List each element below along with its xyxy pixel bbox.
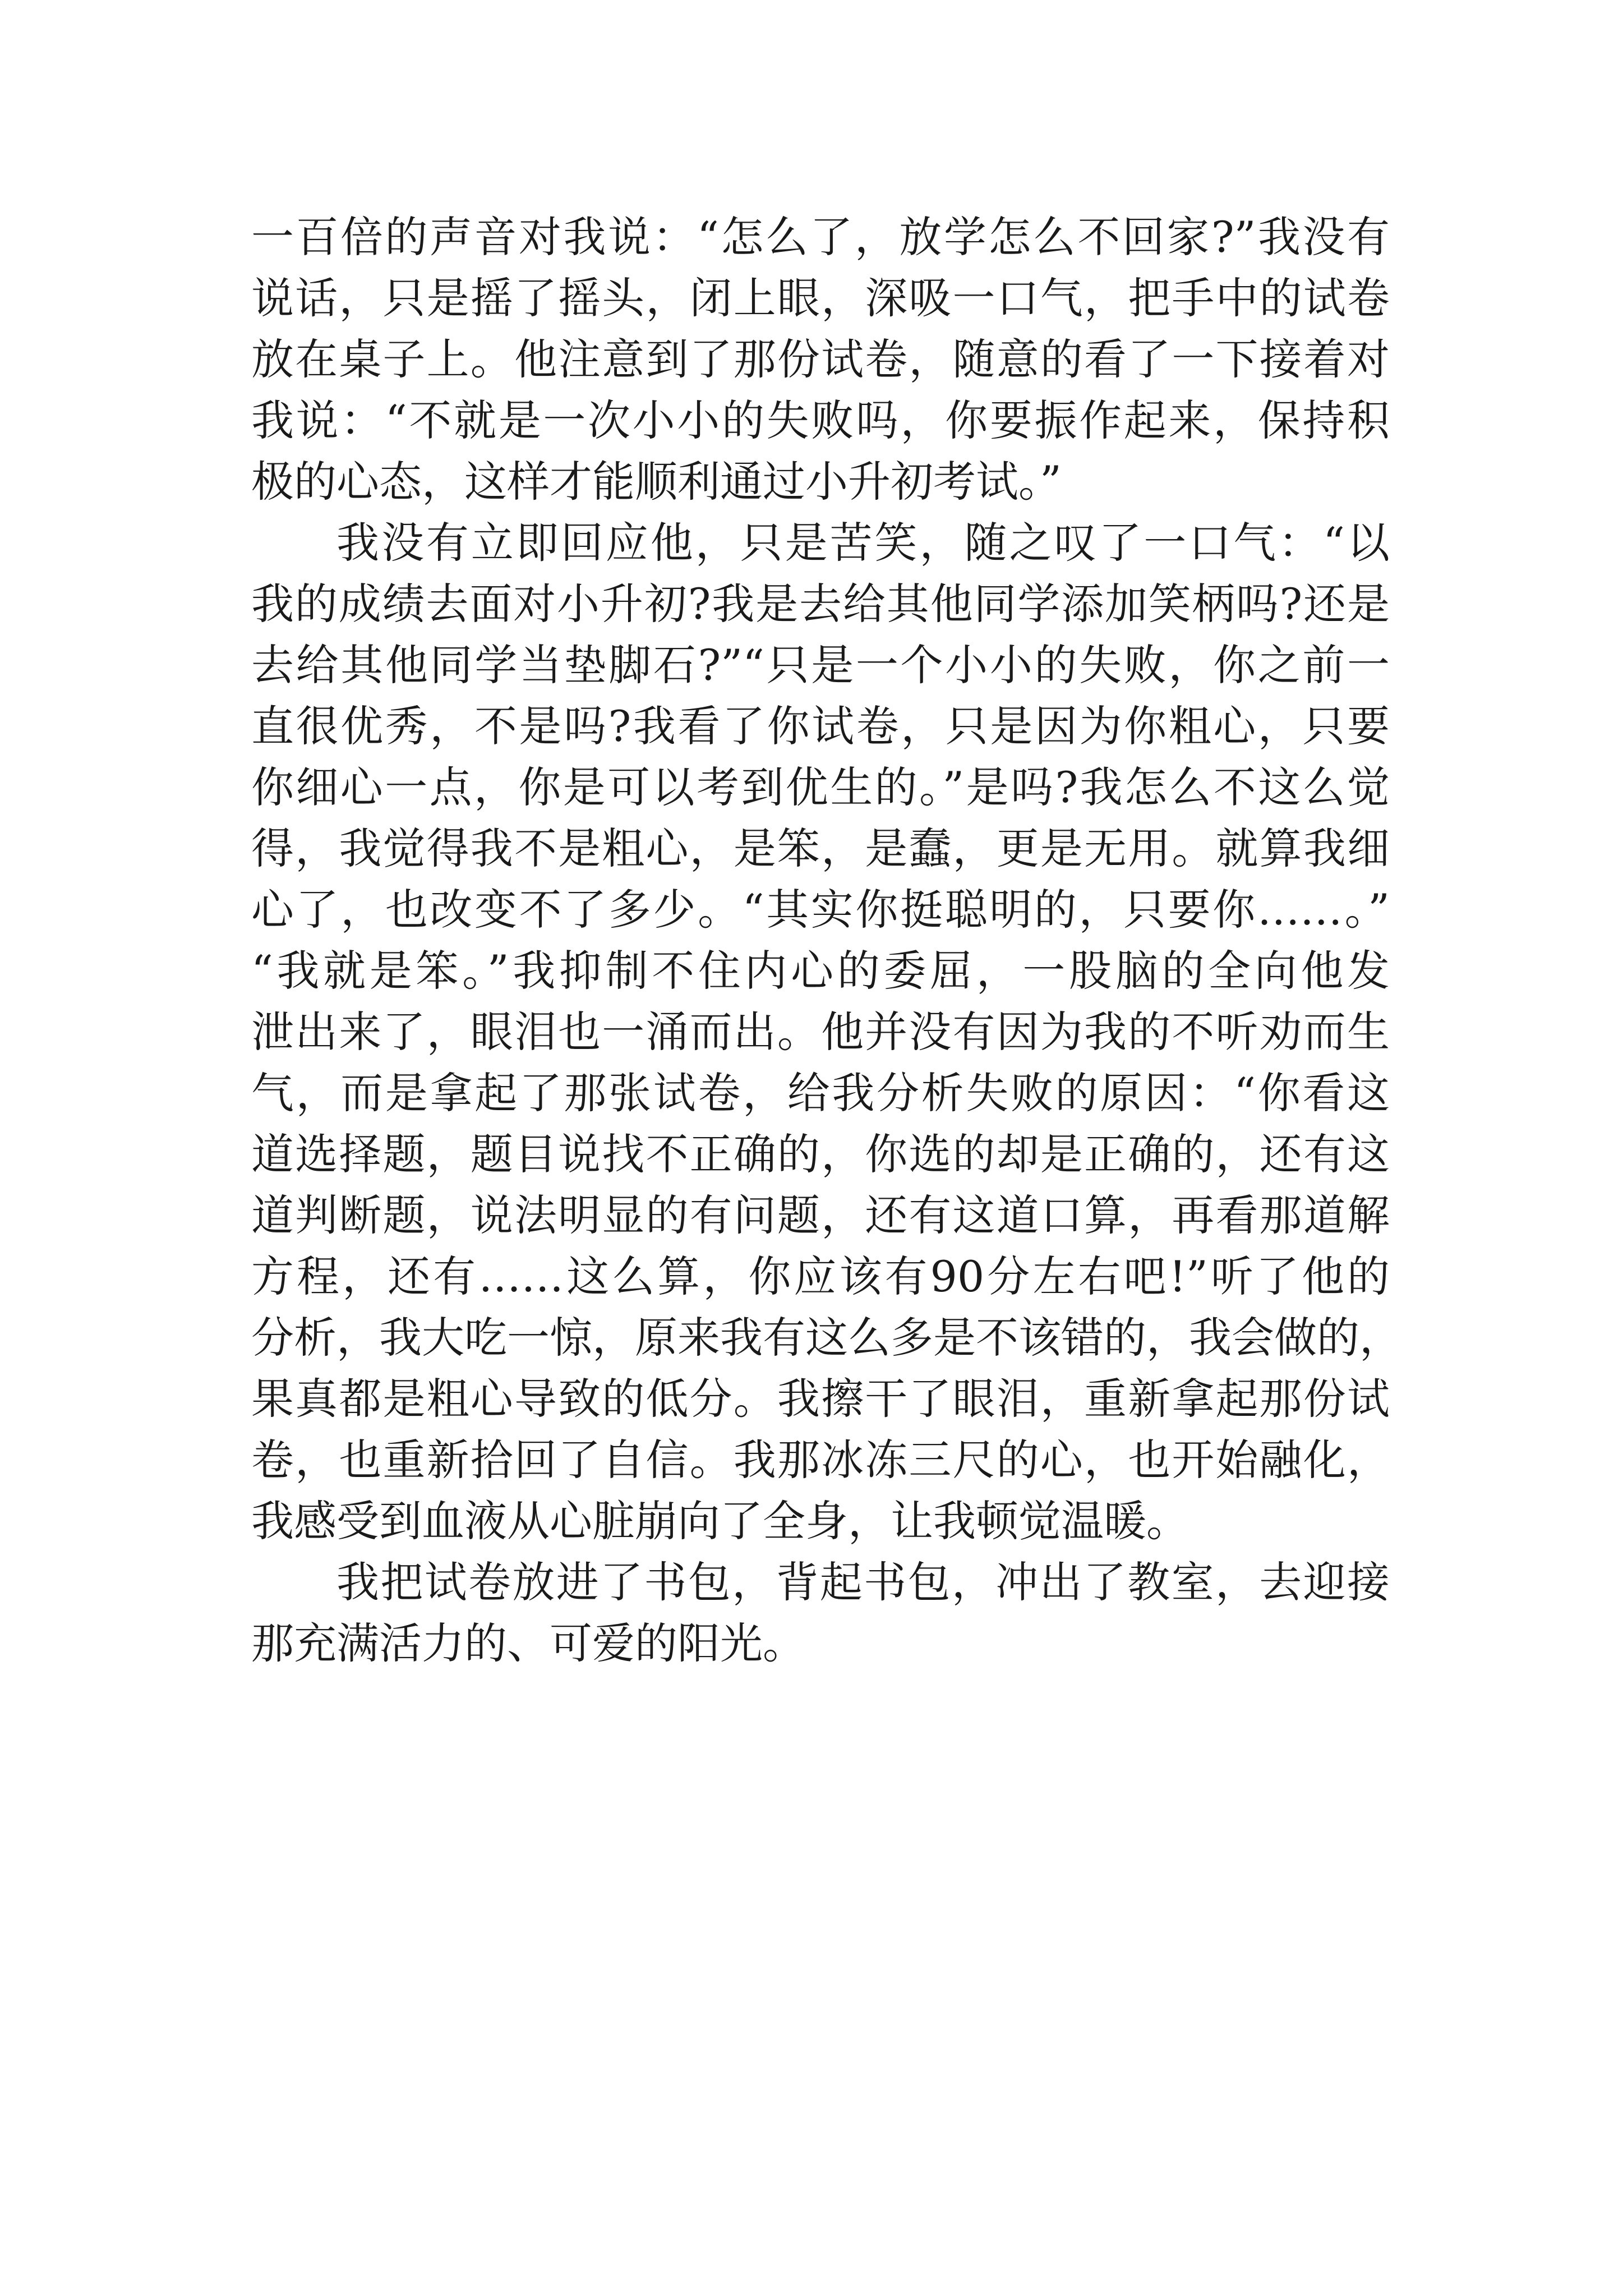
text-line: 道判断题，说法明显的有问题，还有这道口算，再看那道解 [251,1190,1390,1240]
text-line: 分析，我大吃一惊，原来我有这么多是不该错的，我会做的， [251,1313,1402,1363]
text-line: 气，而是拿起了那张试卷，给我分析失败的原因：“你看这 [251,1068,1390,1118]
text-line: 你细心一点，你是可以考到优生的。”是吗?我怎么不这么觉 [251,762,1390,812]
text-line: 得，我觉得我不是粗心，是笨，是蠢，更是无用。就算我细 [251,823,1390,873]
text-line: 那充满活力的、可爱的阳光。 [251,1618,805,1668]
text-line: 去给其他同学当垫脚石?”“只是一个小小的失败，你之前一 [251,640,1390,690]
text-line: 我没有立即回应他，只是苦笑，随之叹了一口气：“以 [336,518,1390,568]
text-line: 我的成绩去面对小升初?我是去给其他同学添加笑柄吗?还是 [251,579,1390,629]
text-line: 说话，只是摇了摇头，闭上眼，深吸一口气，把手中的试卷 [251,273,1390,323]
text-line: 放在桌子上。他注意到了那份试卷，随意的看了一下接着对 [251,334,1390,384]
text-line: “我就是笨。”我抑制不住内心的委屈，一股脑的全向他发 [251,946,1390,996]
text-line: 方程，还有……这么算，你应该有90分左右吧!”听了他的 [251,1251,1390,1301]
text-line: 我说：“不就是一次小小的失败吗，你要振作起来，保持积 [251,395,1390,445]
document-body [251,206,1402,1674]
text-line: 一百倍的声音对我说：“怎么了，放学怎么不回家?”我没有 [251,212,1390,262]
text-line: 心了，也改变不了多少。“其实你挺聪明的，只要你……。” [251,885,1390,935]
paragraph-3 [251,1552,1390,1674]
paragraph-1 [251,206,1390,512]
text-line: 我把试卷放进了书包，背起书包，冲出了教室，去迎接 [336,1557,1390,1607]
text-line: 果真都是粗心导致的低分。我擦干了眼泪，重新拿起那份试 [251,1374,1390,1424]
paragraph-2 [251,512,1402,1552]
text-line: 极的心态，这样才能顺利通过小升初考试。” [251,457,1062,507]
text-line: 泄出来了，眼泪也一涌而出。他并没有因为我的不听劝而生 [251,1007,1390,1057]
text-line: 道选择题，题目说找不正确的，你选的却是正确的，还有这 [251,1129,1390,1179]
text-line: 卷，也重新拾回了自信。我那冰冻三尺的心，也开始融化， [251,1435,1390,1485]
text-line: 我感受到血液从心脏崩向了全身，让我顿觉温暖。 [251,1496,1189,1546]
text-line: 直很优秀，不是吗?我看了你试卷，只是因为你粗心，只要 [251,701,1390,751]
